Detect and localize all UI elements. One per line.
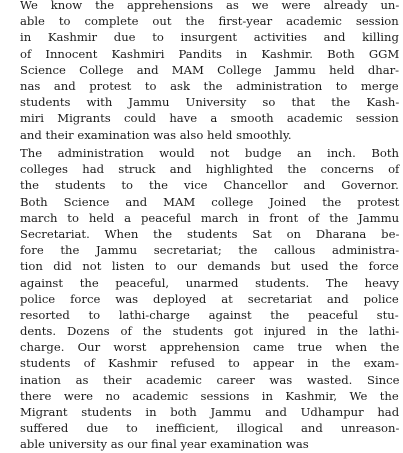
text-line: able university as our final year examination was (20, 437, 309, 452)
text-line: able to complete out the first-year academic session (20, 14, 399, 29)
text-line: dents. Dozens of the students got injured in the lathi- (20, 324, 400, 339)
text-line: We know the apprehensions as we were already un- (20, 0, 400, 12)
text-line: against the peaceful, unarmed students. The heavy (20, 275, 400, 290)
text-line: students of Kashmir refused to appear in the exam- (20, 356, 399, 371)
text-line: and their examination was also held smoothly. (20, 127, 292, 142)
text-line: Both Science and MAM college Joined the protest (20, 194, 400, 209)
text-line: Secretariat. When the students Sat on Dharana be- (20, 226, 400, 241)
text-line: miri Migrants could have a smooth academic session (20, 111, 399, 126)
text-line: The administration would not budge an inch. Both (20, 146, 399, 160)
text-line: charge. Our worst apprehension came true when the (20, 340, 400, 355)
text-line: ination as their academic career was wasted. Since (20, 372, 400, 387)
text-line: Migrant students in both Jammu and Udhampur had (20, 405, 400, 419)
text-line: of Innocent Kashmiri Pandits in Kashmir. Both GGM (20, 46, 400, 61)
text-line: march to held a peaceful march in front of the Jammu (20, 210, 400, 225)
text-line: tion did not listen to our demands but used the force (20, 259, 399, 274)
text-line: police force was deployed at secretariat and police (20, 291, 399, 306)
text-line: resorted to lathi-charge against the peaceful stu- (20, 307, 399, 322)
text-line: colleges had struck and highlighted the concerns of (20, 162, 400, 177)
text-line: nas and protest to ask the administration to merge (20, 78, 399, 93)
text-line: fore the Jammu secretariat; the callous administra- (20, 243, 400, 258)
text-line: Science College and MAM College Jammu held dhar- (20, 62, 400, 77)
text-line: suffered due to inefficient, illogical and unreason- (20, 421, 400, 436)
text-line: in Kashmir due to insurgent activities and killing (20, 30, 399, 45)
text-line: the students to the vice Chancellor and Governor. (20, 178, 399, 193)
paragraph-2 (20, 145, 399, 453)
text-line: students with Jammu University so that the Kash- (20, 95, 400, 110)
text-line: there were no academic sessions in Kashmir, We the (20, 388, 399, 403)
paragraph-1 (20, 0, 399, 143)
